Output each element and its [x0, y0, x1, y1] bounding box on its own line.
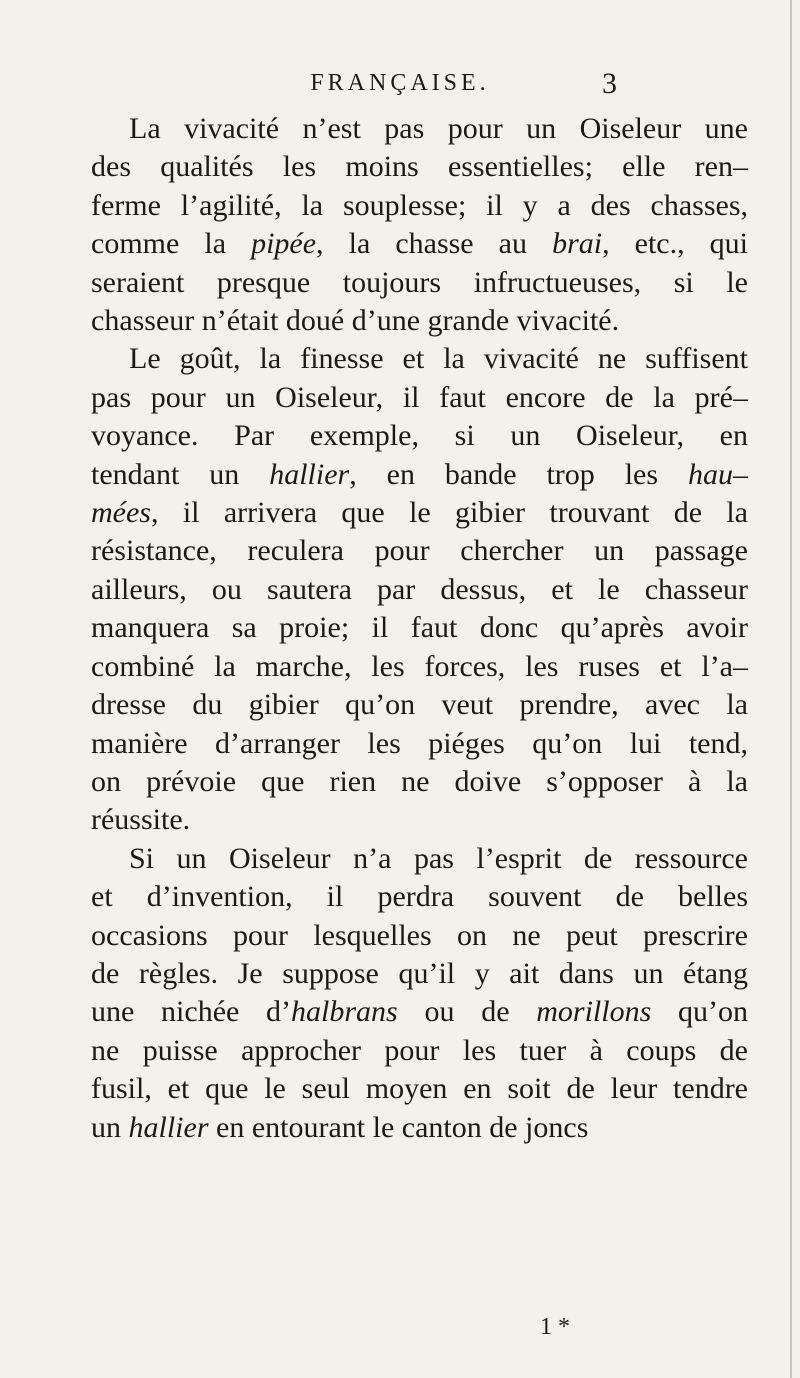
text-line: des qualités les moins essentielles; elle ren–	[91, 150, 748, 184]
text-line: et d’invention, il perdra souvent de belles	[91, 880, 748, 914]
text-line: fusil, et que le seul moyen en soit de leur tendre	[91, 1072, 748, 1106]
text-line: résistance, reculera pour chercher un passage	[91, 534, 748, 568]
italic-term: mées	[91, 496, 151, 530]
text-line: combiné la marche, les forces, les ruses et l’a–	[91, 649, 748, 683]
italic-term: morillons	[536, 995, 652, 1029]
text-line: dresse du gibier qu’on veut prendre, avec la	[91, 688, 748, 722]
page-edge-rule	[790, 0, 792, 1378]
text-line: réussite.	[91, 803, 191, 837]
paragraph	[53, 840, 748, 1147]
page-number: 3	[602, 67, 617, 100]
text-line: Si un Oiseleur n’a pas l’esprit de ressource	[129, 841, 748, 875]
italic-term: hallier	[128, 1110, 209, 1144]
italic-term: hallier	[269, 457, 350, 491]
text-line: tendant un hallier, en bande trop les hau–	[91, 457, 748, 491]
text-line: manière d’arranger les piéges qu’on lui tend,	[91, 726, 748, 760]
italic-term: halbrans	[291, 995, 398, 1029]
text-line: une nichée d’halbrans ou de morillons qu’on	[91, 995, 748, 1029]
italic-term: hau–	[687, 457, 748, 491]
text-line: voyance. Par exemple, si un Oiseleur, en	[91, 419, 748, 453]
running-title: FRANÇAISE.	[310, 70, 490, 96]
text-line: manquera sa proie; il faut donc qu’après avoir	[91, 611, 748, 645]
running-head	[0, 67, 800, 106]
paragraph	[53, 110, 748, 340]
text-line: on prévoie que rien ne doive s’opposer à la	[91, 764, 748, 798]
text-line: chasseur n’était doué d’une grande vivacité.	[91, 304, 620, 338]
text-line: pas pour un Oiseleur, il faut encore de la pré–	[91, 380, 748, 414]
text-line: occasions pour lesquelles on ne peut prescrire	[91, 918, 748, 952]
body-text	[53, 110, 748, 1147]
text-line: mées, il arrivera que le gibier trouvant de la	[91, 496, 748, 530]
text-line: ferme l’agilité, la souplesse; il y a des chasses,	[91, 188, 748, 222]
italic-term: pipée	[251, 227, 317, 261]
text-line: seraient presque toujours infructueuses, si le	[91, 265, 748, 299]
paragraph	[53, 340, 748, 839]
text-line: Le goût, la finesse et la vivacité ne suffisent	[129, 342, 748, 376]
signature-mark: 1 *	[540, 1314, 570, 1340]
text-line: de règles. Je suppose qu’il y ait dans un étang	[91, 956, 748, 990]
text-line: ne puisse approcher pour les tuer à coups de	[91, 1033, 748, 1067]
text-line: comme la pipée, la chasse au brai, etc., qui	[91, 227, 748, 261]
italic-term: brai	[552, 227, 603, 261]
text-line: La vivacité n’est pas pour un Oiseleur une	[129, 112, 748, 145]
text-line: un hallier en entourant le canton de joncs	[91, 1110, 589, 1144]
text-line: ailleurs, ou sautera par dessus, et le chasseur	[91, 572, 748, 606]
